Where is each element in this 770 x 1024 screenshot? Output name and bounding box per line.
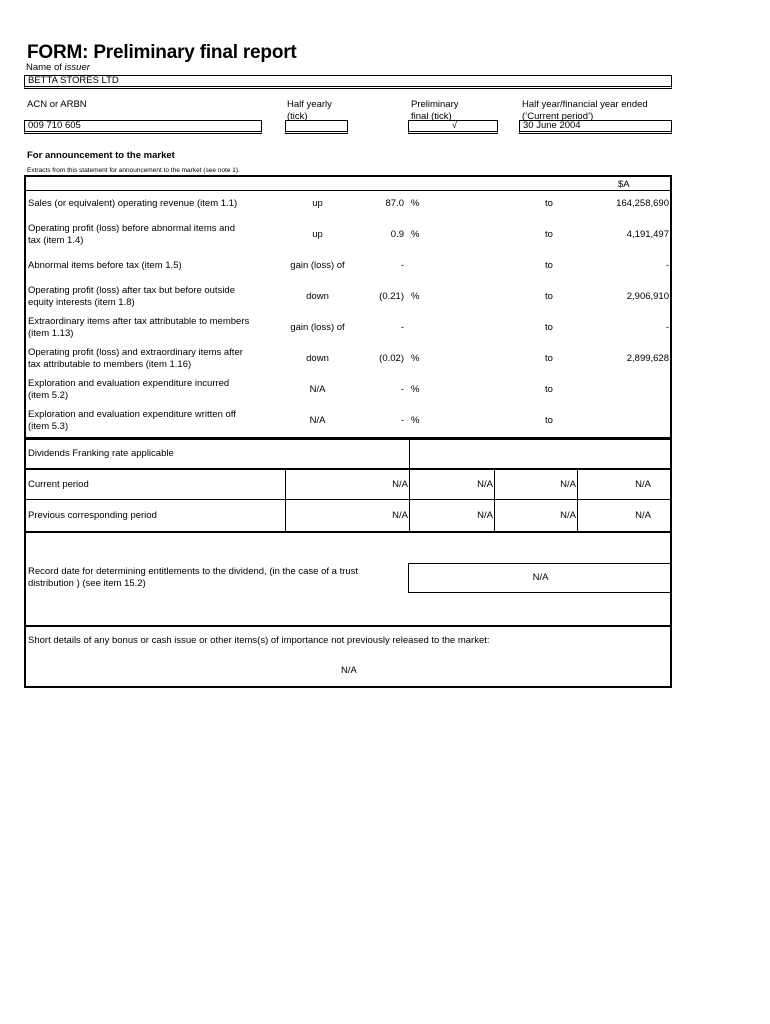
extracts-note: Extracts from this statement for announcement to the market (see note 1). (27, 167, 240, 174)
row-to: to (545, 198, 553, 209)
current-value-1: N/A (392, 479, 408, 490)
divider (409, 438, 410, 469)
row-label: Abnormal items before tax (item 1.5) (28, 260, 182, 271)
current-value-4: N/A (635, 479, 651, 490)
dividends-heading: Dividends Franking rate applicable (28, 448, 174, 459)
row-percent-sign: % (411, 198, 420, 209)
acn-label: ACN or ARBN (27, 99, 87, 110)
current-value-3: N/A (560, 479, 576, 490)
row-percent-sign: % (411, 415, 420, 426)
period-field[interactable]: 30 June 2004 (519, 120, 672, 134)
row-label: Operating profit (loss) after tax but before outside equity interests (item 1.8) (28, 285, 235, 308)
divider (24, 531, 672, 533)
record-date-field[interactable]: N/A (408, 563, 672, 593)
bonus-label: Short details of any bonus or cash issue or other items(s) of importance not previously released to the market: (28, 635, 490, 646)
row-to: to (545, 291, 553, 302)
divider (24, 625, 672, 627)
row-amount: 164,258,690 (616, 198, 669, 209)
current-value-2: N/A (477, 479, 493, 490)
row-direction: gain (loss) of (290, 260, 345, 271)
divider (494, 468, 495, 531)
current-period-label: Current period (28, 479, 89, 490)
row-amount: - (665, 260, 669, 271)
row-to: to (545, 260, 553, 271)
row-direction: N/A (309, 384, 326, 395)
bonus-value: N/A (341, 665, 357, 676)
row-percent: 0.9 (390, 229, 404, 240)
acn-field[interactable]: 009 710 605 (24, 120, 262, 134)
row-to: to (545, 415, 553, 426)
announcement-heading: For announcement to the market (27, 150, 175, 161)
previous-value-3: N/A (560, 510, 576, 521)
previous-value-4: N/A (635, 510, 651, 521)
row-percent: - (400, 384, 404, 395)
row-percent: 87.0 (385, 198, 404, 209)
divider (409, 468, 410, 531)
row-label: Exploration and evaluation expenditure written off (item 5.3) (28, 409, 236, 432)
row-percent-sign: % (411, 229, 420, 240)
preliminary-label: Preliminary final (tick) (411, 99, 459, 122)
row-direction: gain (loss) of (290, 322, 345, 333)
issuer-name-field[interactable]: BETTA STORES LTD (24, 75, 672, 89)
period-label: Half year/financial year ended (‘Current period’) (522, 99, 648, 122)
half-yearly-tick[interactable] (285, 120, 348, 134)
divider (24, 468, 672, 470)
row-amount: 4,191,497 (626, 229, 669, 240)
row-percent: - (400, 415, 404, 426)
previous-period-label: Previous corresponding period (28, 510, 157, 521)
row-percent: (0.02) (379, 353, 404, 364)
row-direction: up (312, 198, 323, 209)
row-percent: - (400, 322, 404, 333)
row-to: to (545, 229, 553, 240)
previous-value-1: N/A (392, 510, 408, 521)
row-label: Sales (or equivalent) operating revenue (item 1.1) (28, 198, 238, 209)
row-amount: 2,906,910 (626, 291, 669, 302)
row-percent-sign: % (411, 291, 420, 302)
divider (577, 468, 578, 531)
currency-header: $A (618, 179, 630, 190)
row-amount: - (665, 322, 669, 333)
row-label: Extraordinary items after tax attributable to members (item 1.13) (28, 316, 250, 339)
half-yearly-label: Half yearly (tick) (287, 99, 332, 122)
row-amount: 2,899,628 (626, 353, 669, 364)
row-percent: (0.21) (379, 291, 404, 302)
preliminary-tick[interactable]: √ (408, 120, 498, 134)
row-direction: down (306, 353, 329, 364)
page-title: FORM: Preliminary final report (27, 42, 297, 63)
row-to: to (545, 384, 553, 395)
row-label: Exploration and evaluation expenditure incurred (item 5.2) (28, 378, 230, 401)
divider (24, 499, 672, 500)
name-of-issuer-label: Name of issuer (26, 62, 90, 73)
row-percent: - (400, 260, 404, 271)
row-direction: N/A (309, 415, 326, 426)
previous-value-2: N/A (477, 510, 493, 521)
row-percent-sign: % (411, 353, 420, 364)
row-label: Operating profit (loss) before abnormal items and tax (item 1.4) (28, 223, 235, 246)
row-label: Operating profit (loss) and extraordinary items after tax attributable to members (item 1.16) (28, 347, 243, 370)
row-direction: up (312, 229, 323, 240)
record-date-label: Record date for determining entitlements to the dividend, (in the case of a trust distribution ) (see item 15.2) (28, 566, 359, 589)
divider (24, 190, 672, 191)
row-to: to (545, 353, 553, 364)
row-direction: down (306, 291, 329, 302)
row-to: to (545, 322, 553, 333)
row-percent-sign: % (411, 384, 420, 395)
